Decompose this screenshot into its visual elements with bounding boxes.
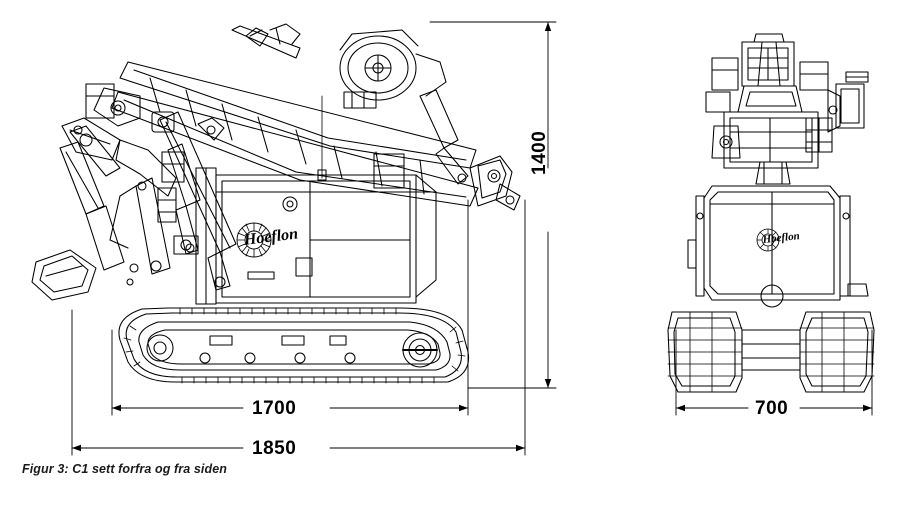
track-assembly-side [119, 308, 469, 383]
machine-side-view [32, 24, 520, 383]
dimension-lines-side [72, 22, 556, 455]
dimension-label-1850: 1850 [252, 438, 297, 459]
outrigger-legs-side [32, 118, 198, 300]
track-assembly-front [668, 312, 874, 392]
machine-front-view [668, 34, 874, 392]
dimension-label-1400: 1400 [529, 130, 550, 175]
machine-body-front [688, 186, 868, 307]
brand-wordmark-side: Hoeflon [243, 225, 299, 249]
brand-wordmark-front: Hoeflon [762, 230, 801, 246]
dimension-label-700: 700 [755, 398, 789, 419]
dimension-label-1700: 1700 [252, 398, 297, 419]
turret-front [706, 34, 868, 184]
figure-caption: Figur 3: C1 sett forfra og fra siden [22, 462, 228, 476]
